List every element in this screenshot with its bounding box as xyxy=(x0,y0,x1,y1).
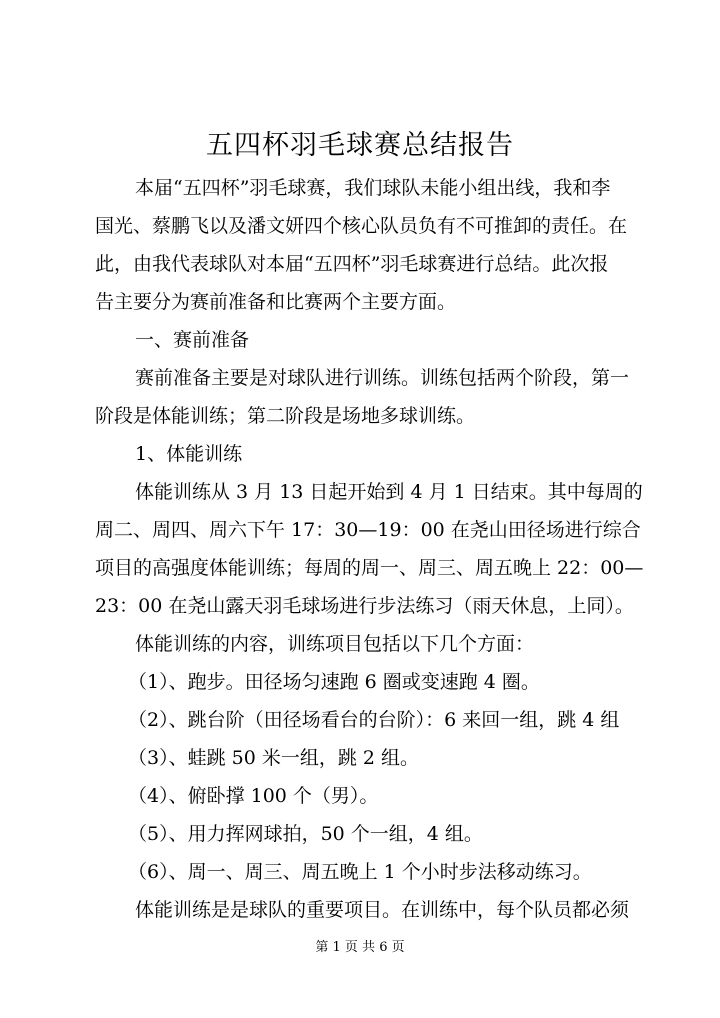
subsection-heading: 1、体能训练 xyxy=(135,443,243,465)
list-item: （2）、跳台阶（田径场看台的台阶）：6 来回一组，跳 4 组 xyxy=(128,709,620,731)
paragraph-line: 本届“五四杯”羽毛球赛，我们球队未能小组出线，我和李 xyxy=(135,177,611,199)
paragraph-line: 此，由我代表球队对本届“五四杯”羽毛球赛进行总结。此次报 xyxy=(95,253,609,275)
paragraph-line: 体能训练从 3 月 13 日起开始到 4 月 1 日结束。其中每周的 xyxy=(135,481,643,503)
paragraph-line: 赛前准备主要是对球队进行训练。训练包括两个阶段，第一 xyxy=(135,367,630,389)
document-title: 五四杯羽毛球赛总结报告 xyxy=(206,130,514,161)
paragraph-line: 项目的高强度体能训练；每周的周一、周三、周五晚上 22：00— xyxy=(95,557,644,579)
paragraph-line: 国光、蔡鹏飞以及潘文妍四个核心队员负有不可推卸的责任。在 xyxy=(95,215,628,237)
paragraph-line: 23：00 在尧山露天羽毛球场进行步法练习（雨天休息，上同）。 xyxy=(95,595,634,617)
page-footer: 第 1 页 共 6 页 xyxy=(315,940,405,955)
paragraph-line: 告主要分为赛前准备和比赛两个主要方面。 xyxy=(95,291,457,313)
paragraph-line: 体能训练是是球队的重要项目。在训练中，每个队员都必须 xyxy=(135,899,630,921)
list-item: （6）、周一、周三、周五晚上 1 个小时步法移动练习。 xyxy=(128,861,592,883)
list-item: （4）、俯卧撑 100 个（男）。 xyxy=(128,785,379,807)
paragraph-line: 阶段是体能训练；第二阶段是场地多球训练。 xyxy=(95,405,476,427)
paragraph-line: 周二、周四、周六下午 17：30—19：00 在尧山田径场进行综合 xyxy=(95,519,641,541)
list-item: （5）、用力挥网球拍，50 个一组，4 组。 xyxy=(128,823,483,845)
section-heading: 一、赛前准备 xyxy=(135,329,250,351)
list-item: （1）、跑步。田径场匀速跑 6 圈或变速跑 4 圈。 xyxy=(128,671,540,693)
paragraph-line: 体能训练的内容，训练项目包括以下几个方面： xyxy=(135,633,535,655)
list-item: （3）、蛙跳 50 米一组，跳 2 组。 xyxy=(128,747,420,769)
